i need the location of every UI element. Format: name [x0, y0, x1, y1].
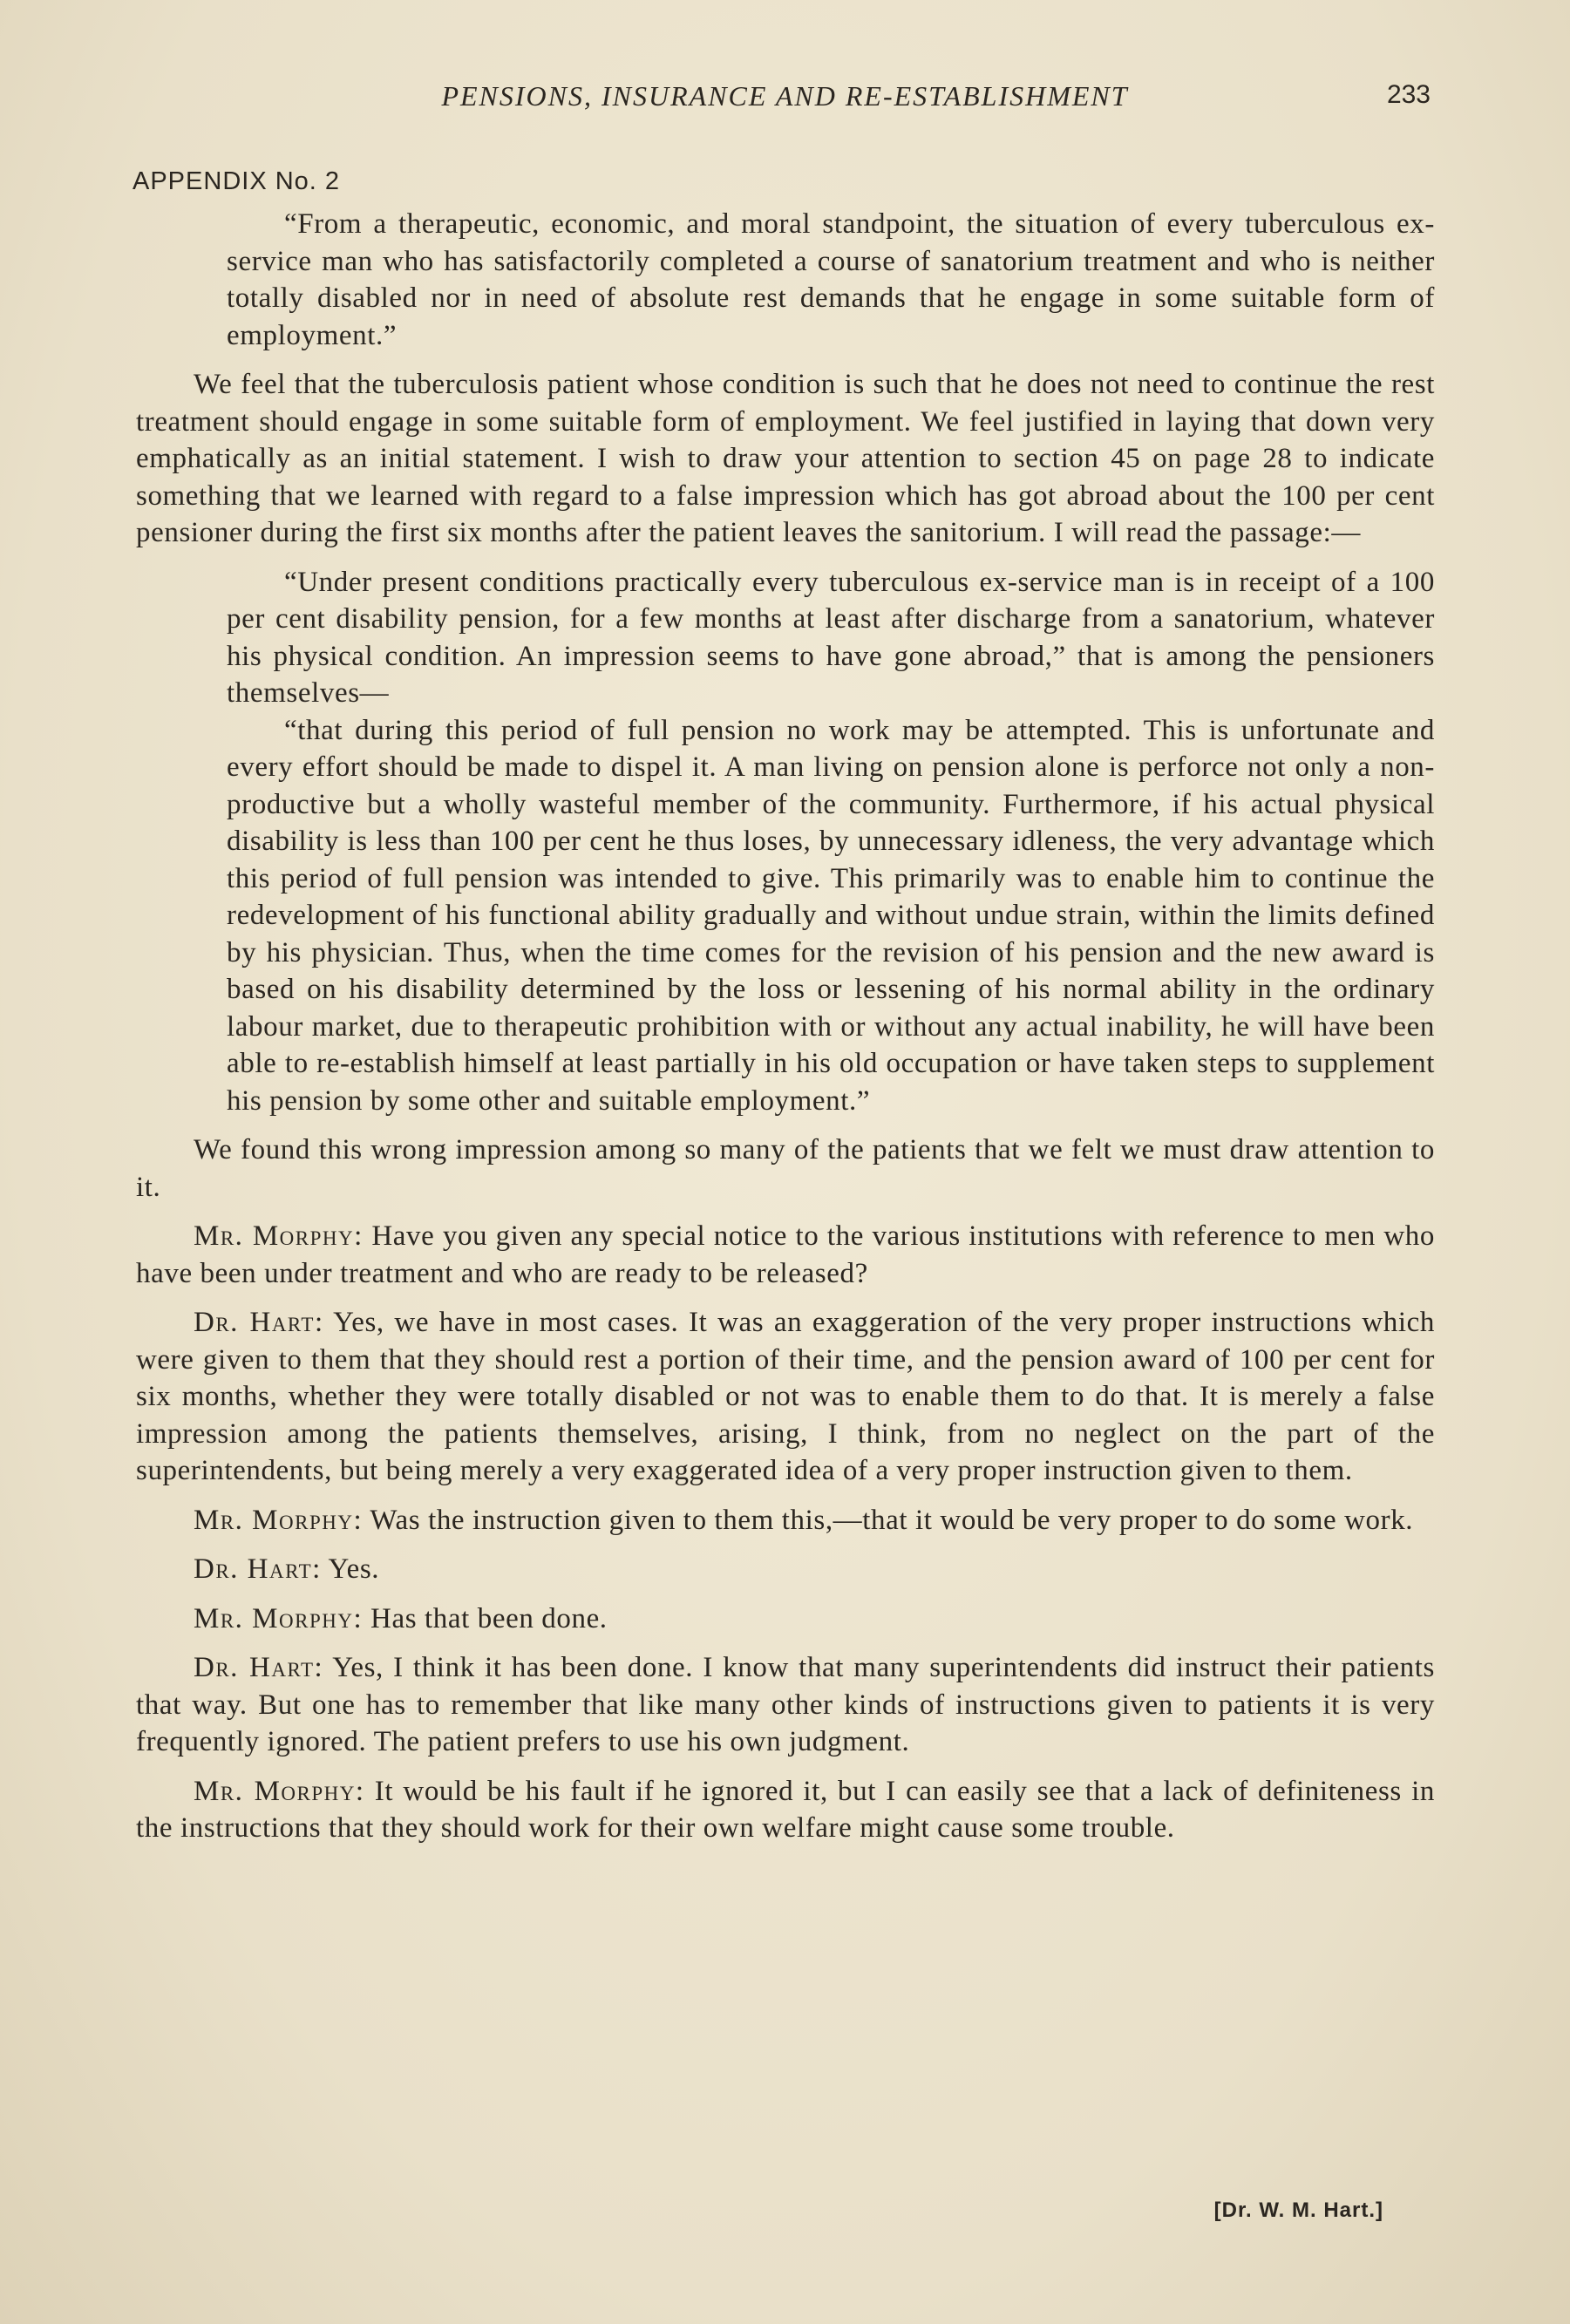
dialogue-entry	[136, 1649, 1435, 1761]
dialogue-text: It would be his fault if he ignored it, but I can easily see that a lack of definiteness in the instructions that they should work for their own welfare might cause some trouble.	[136, 1775, 1435, 1844]
dialogue-entry	[136, 1551, 1435, 1588]
block-quote: “Under present conditions practically every tuberculous ex-service man is in receipt of a 100 per cent disability pension, for a few months at least after discharge from a sanatorium, whatever his physical condition. An impression seems to have gone abroad,” that is among the pensioners themselves—	[227, 566, 1435, 709]
page-number: 233	[1386, 80, 1431, 109]
speaker-name: Mr. Morphy:	[194, 1504, 364, 1536]
dialogue-entry	[136, 1600, 1435, 1638]
paragraph: We found this wrong impression among so many of the patients that we felt we must draw attention to it.	[136, 1134, 1435, 1203]
dialogue-entry	[136, 1304, 1435, 1490]
dialogue-entry	[136, 1773, 1435, 1847]
page-header	[139, 80, 1431, 124]
running-title: PENSIONS, INSURANCE AND RE-ESTABLISHMENT	[441, 80, 1129, 112]
paragraph: We feel that the tuberculosis patient whose condition is such that he does not need to continue the rest treatment should engage in some suitable form of employment. We feel justified in laying that down very emphatically as an initial statement. I wish to draw your attention to section 45 on page 28 to indicate something that we learned with regard to a false impression which has got abroad about the 100 per cent pensioner during the first six months after the patient leaves the sanitorium. I will read the passage:—	[136, 369, 1435, 548]
dialogue-text: Was the instruction given to them this,—that it would be very proper to do some work.	[370, 1504, 1414, 1536]
dialogue-text: Yes, we have in most cases. It was an exaggeration of the very proper instructions which were given to them that they should rest a portion of their time, and the pension award of 100 per cent for six months, whether they were totally disabled or not was to enable them to do that. It is merely a false impression among the patients themselves, arising, I think, from no neglect on the part of the superintendents, but being merely a very exaggerated idea of a very proper instruction given to them.	[136, 1307, 1435, 1486]
body-text	[136, 206, 1435, 1859]
speaker-name: Mr. Morphy:	[194, 1602, 364, 1634]
dialogue-text: Have you given any special notice to the various institutions with reference to men who have been under treatment and who are ready to be released?	[136, 1220, 1435, 1289]
block-quote: “From a therapeutic, economic, and moral standpoint, the situation of every tuberculous ex-service man who has satisfactorily completed a course of sanatorium treatment and who is neither totally disabled nor in need of absolute rest demands that he engage in some suitable form of employment.”	[227, 208, 1435, 351]
dialogue-entry	[136, 1502, 1435, 1539]
dialogue-text: Yes.	[328, 1553, 380, 1585]
dialogue-text: Has that been done.	[370, 1602, 608, 1634]
speaker-name: Dr. Hart:	[194, 1307, 324, 1338]
speaker-name: Dr. Hart:	[194, 1553, 322, 1585]
dialogue-text: Yes, I think it has been done. I know that many superintendents did instruct their patients that way. But one has to remember that like many other kinds of instructions given to patients it is very frequently ignored. The patient prefers to use his own judgment.	[136, 1652, 1435, 1757]
speaker-name: Dr. Hart:	[194, 1652, 324, 1683]
block-quote: “that during this period of full pension no work may be attempted. This is unfortunate and every effort should be made to dispel it. A man living on pension alone is perforce not only a non-productive but a wholly wasteful member of the community. Furthermore, if his actual physical disability is less than 100 per cent he thus loses, by unnecessary idleness, the very advantage which this period of full pension was intended to give. This primarily was to enable him to continue the redevelopment of his functional ability gradually and without undue strain, within the limits defined by his physician. Thus, when the time comes for the revision of his pension and the new award is based on his disability determined by the loss or lessening of his normal ability in the ordinary labour market, due to therapeutic prohibition with or without any actual inability, he will have been able to re-establish himself at least partially in his old occupation or have taken steps to supplement his pension by some other and suitable employment.”	[227, 714, 1435, 1117]
speaker-name: Mr. Morphy:	[194, 1220, 364, 1252]
speaker-attribution: [Dr. W. M. Hart.]	[1213, 2198, 1383, 2222]
appendix-label: APPENDIX No. 2	[133, 167, 341, 195]
dialogue-entry	[136, 1218, 1435, 1292]
speaker-name: Mr. Morphy:	[194, 1775, 365, 1807]
